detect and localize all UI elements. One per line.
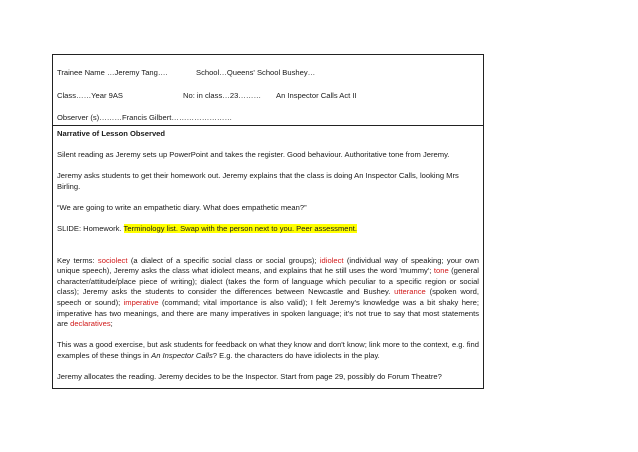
term-imperative: imperative xyxy=(123,297,159,307)
key-terms-text: ; xyxy=(110,319,113,329)
header-box xyxy=(52,54,484,126)
key-terms-text: (general character/attitude/place piece of writing); dialect (takes the form of language which peculiar to a specific region or social class); Jeremy asks the students to consider the differences between Newcastle and Bushey. xyxy=(57,266,479,297)
term-tone: tone xyxy=(433,266,449,276)
narrative-title: Narrative of Lesson Observed xyxy=(57,129,166,138)
key-terms-text: (individual way of speaking; your own unique speech), Jeremy asks the class what idiolect means, and explains that he still uses the word 'mummy'; xyxy=(57,255,479,276)
paragraph-6-text: This was a good exercise, but ask students for feedback on what they know and don't know; link more to the context, e.g. find examples of these things in xyxy=(57,340,479,360)
term-declaratives: declaratives xyxy=(70,319,111,329)
paragraph-6 xyxy=(57,340,479,361)
paragraph-3: “We are going to write an empathetic diary. What does empathetic mean?” xyxy=(57,202,307,212)
key-terms-text: (a dialect of a specific social class or social groups); xyxy=(127,255,320,265)
key-terms-text: (command; vital importance is also valid); I felt Jeremy's knowledge was a bit shaky here; imperative has two meanings, and there are many imperatives in spoken language; it's not true to say that most statements are xyxy=(57,297,479,329)
narrative-box xyxy=(52,126,484,389)
observation-form xyxy=(52,54,484,389)
school-name: School…Queens' School Bushey… xyxy=(196,68,316,77)
observer-name: Observer (s)………Francis Gilbert…………………… xyxy=(57,113,233,122)
trainee-name: Trainee Name …Jeremy Tang…. xyxy=(57,68,168,77)
paragraph-1: Silent reading as Jeremy sets up PowerPoint and takes the register. Good behaviour. Authoritative tone from Jeremy. xyxy=(57,150,450,160)
term-utterance: utterance xyxy=(394,287,426,297)
term-idiolect: idiolect xyxy=(319,255,344,265)
term-sociolect: sociolect xyxy=(97,255,128,265)
paragraph-6-text: ? E.g. the characters do have idiolects in the play. xyxy=(212,350,380,360)
highlighted-text: Terminology list. Swap with the person next to you. Peer assessment. xyxy=(123,223,357,233)
paragraph-4 xyxy=(57,224,479,235)
paragraph-7: Jeremy allocates the reading. Jeremy decides to be the Inspector. Start from page 29, possibly do Forum Theatre? xyxy=(57,371,442,381)
slide-label: SLIDE: Homework. xyxy=(57,223,124,233)
class-name: Class……Year 9AS xyxy=(57,91,123,100)
key-terms-text: Key terms: xyxy=(57,255,98,265)
play-title: An Inspector Calls xyxy=(151,350,213,360)
lesson-title: An Inspector Calls Act II xyxy=(276,91,357,100)
key-terms-text: (spoken word, speech or sound); xyxy=(57,287,479,307)
number-in-class: No: in class…23……… xyxy=(183,91,262,100)
key-terms-paragraph xyxy=(57,256,479,330)
paragraph-2: Jeremy asks students to get their homework out. Jeremy explains that the class is doing An Inspector Calls, looking Mrs Birling. xyxy=(57,171,459,191)
